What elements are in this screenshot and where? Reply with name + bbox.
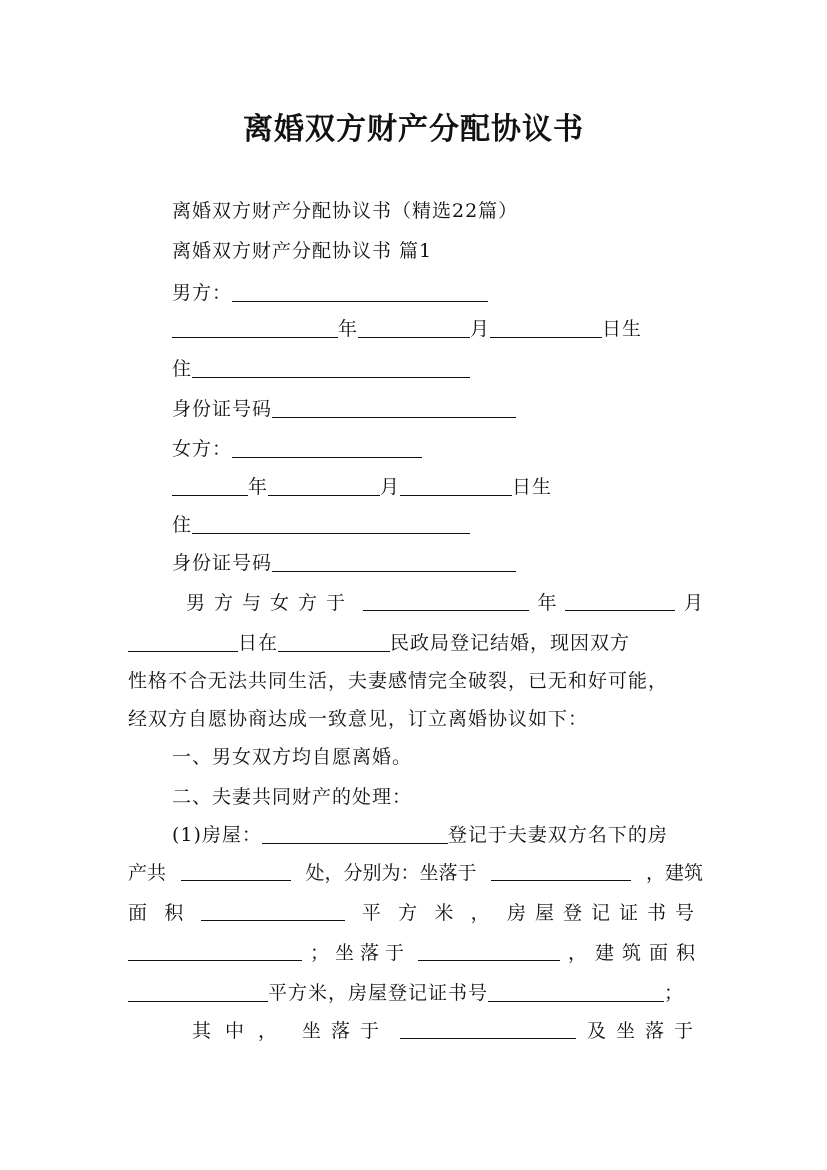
section-heading: 离婚双方财产分配协议书 篇1 xyxy=(172,240,433,262)
day-blank[interactable] xyxy=(400,475,512,496)
text: ，建筑 xyxy=(645,862,703,884)
text: 民政局登记结婚，现因双方 xyxy=(390,632,631,654)
clause-1: 一、男女双方均自愿离婚。 xyxy=(172,746,413,768)
month-label: 月 xyxy=(470,318,491,340)
text: ； xyxy=(664,982,685,1004)
text: (1)房屋： xyxy=(172,824,262,846)
text: 建筑面积 xyxy=(594,942,703,964)
day-born-label: 日生 xyxy=(602,318,643,340)
female-line xyxy=(172,436,422,462)
female-name-blank[interactable] xyxy=(232,437,422,458)
year-blank[interactable] xyxy=(172,317,338,338)
day-born-label: 日生 xyxy=(512,476,553,498)
text: ， xyxy=(470,902,490,924)
text: 积 xyxy=(164,902,184,924)
male-id-line xyxy=(172,396,516,422)
location-blank[interactable] xyxy=(491,860,631,881)
text: ；坐落于 xyxy=(309,942,410,964)
female-address-line xyxy=(172,512,470,538)
text: 月 xyxy=(683,592,703,614)
clause-2: 二、夫妻共同财产的处理： xyxy=(172,786,413,808)
address-label: 住 xyxy=(172,358,193,380)
text: 年 xyxy=(537,592,557,614)
male-line xyxy=(172,280,488,306)
text: 产共 xyxy=(128,862,167,884)
registry-blank[interactable] xyxy=(278,631,390,652)
year-label: 年 xyxy=(248,476,269,498)
address-label: 住 xyxy=(172,514,193,536)
month-label: 月 xyxy=(380,476,401,498)
address-blank[interactable] xyxy=(192,513,470,534)
house-line-1 xyxy=(172,822,668,848)
marriage-day-blank[interactable] xyxy=(128,631,238,652)
text: 处，分别为：坐落于 xyxy=(305,862,477,884)
text: 平方米，房屋登记证书号 xyxy=(268,982,489,1004)
id-blank[interactable] xyxy=(272,397,516,418)
text: 日在 xyxy=(238,632,279,654)
month-blank[interactable] xyxy=(268,475,380,496)
year-label: 年 xyxy=(338,318,359,340)
document-title: 离婚双方财产分配协议书 xyxy=(243,112,584,147)
text: 登记于夫妻双方名下的房 xyxy=(447,824,668,846)
text: 男方与女方于 xyxy=(186,592,355,614)
marriage-line-1 xyxy=(186,590,703,616)
text: 面 xyxy=(128,902,148,924)
male-label: 男方： xyxy=(172,282,233,304)
subtitle: 离婚双方财产分配协议书（精选22篇） xyxy=(172,200,519,222)
text: 坐落于 xyxy=(302,1020,390,1042)
id-label: 身份证号码 xyxy=(172,552,273,574)
text: 方 xyxy=(398,902,418,924)
house-line-5 xyxy=(128,980,684,1006)
text: 及坐落于 xyxy=(586,1020,703,1042)
house-line-6 xyxy=(192,1018,703,1044)
text: 平 xyxy=(361,902,381,924)
cert-blank[interactable] xyxy=(128,940,302,961)
female-birth-line xyxy=(172,474,552,500)
male-name-blank[interactable] xyxy=(232,281,488,302)
male-address-line xyxy=(172,356,470,382)
house-line-3 xyxy=(128,900,703,926)
text: 米 xyxy=(434,902,454,924)
marriage-date-month-blank[interactable] xyxy=(565,590,675,611)
house-line-4 xyxy=(128,940,703,966)
cert-blank-2[interactable] xyxy=(488,981,664,1002)
marriage-date-year-blank[interactable] xyxy=(363,590,529,611)
house-count-blank[interactable] xyxy=(181,860,291,881)
marriage-line-4: 经双方自愿协商达成一致意见，订立离婚协议如下： xyxy=(128,708,589,730)
house-line-2 xyxy=(128,860,703,886)
text: ， xyxy=(567,942,587,964)
text: 房屋登记证书号 xyxy=(506,902,703,924)
marriage-line-3: 性格不合无法共同生活，夫妻感情完全破裂，已无和好可能， xyxy=(128,670,669,692)
month-blank[interactable] xyxy=(358,317,470,338)
area-blank[interactable] xyxy=(201,900,345,921)
id-blank[interactable] xyxy=(272,551,516,572)
year-blank[interactable] xyxy=(172,475,248,496)
location-blank-3[interactable] xyxy=(400,1018,576,1039)
id-label: 身份证号码 xyxy=(172,398,273,420)
male-birth-line xyxy=(172,316,642,342)
house-blank[interactable] xyxy=(262,823,448,844)
area-blank-2[interactable] xyxy=(128,981,268,1002)
female-label: 女方： xyxy=(172,438,233,460)
day-blank[interactable] xyxy=(490,317,602,338)
address-blank[interactable] xyxy=(192,357,470,378)
text: 其中， xyxy=(192,1020,292,1042)
female-id-line xyxy=(172,550,516,576)
marriage-line-2 xyxy=(128,630,630,656)
location-blank-2[interactable] xyxy=(418,940,560,961)
